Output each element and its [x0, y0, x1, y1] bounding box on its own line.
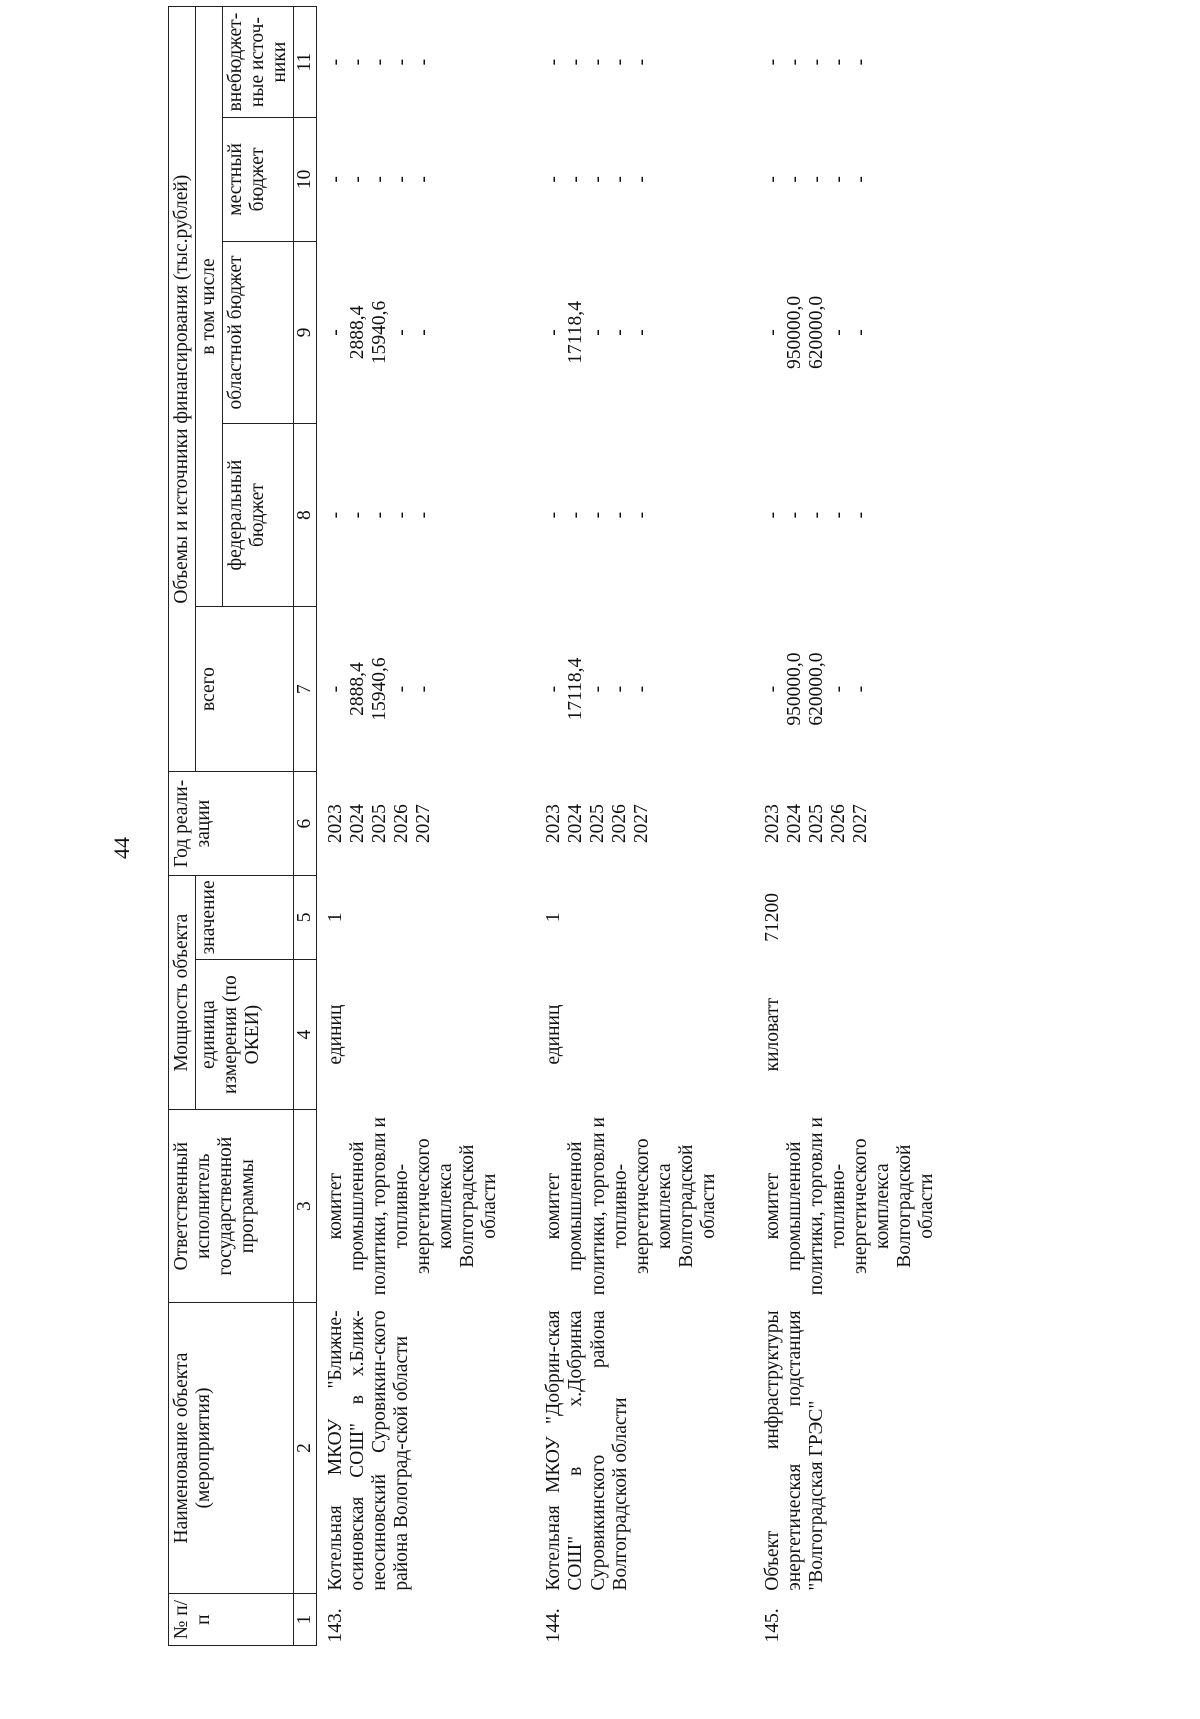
- local-amount: -: [325, 176, 347, 183]
- table-header: [169, 7, 317, 1646]
- col-number: 1: [294, 1594, 317, 1646]
- federal-amount: -: [609, 511, 631, 519]
- capacity-value: 1: [543, 912, 565, 923]
- total-amount: -: [631, 685, 653, 693]
- federal-amount: -: [783, 511, 805, 519]
- external-amount: -: [849, 58, 871, 66]
- year: 2027: [631, 804, 653, 844]
- regional-list: [543, 244, 653, 421]
- total-amount: -: [413, 685, 435, 693]
- local-amount: -: [849, 176, 871, 183]
- year: 2025: [587, 804, 609, 844]
- total-amount: 950000,0: [783, 652, 805, 726]
- total-list: [543, 609, 653, 768]
- year: 2023: [325, 804, 347, 844]
- federal-list: [543, 427, 653, 604]
- total-amount: -: [325, 685, 347, 693]
- table-row: [754, 7, 972, 1646]
- total-amount: 15940,6: [369, 657, 391, 721]
- header-year: Год реали-зации: [169, 772, 294, 876]
- regional-amount: 17118,4: [565, 301, 587, 364]
- rotated-table-wrapper: [168, 6, 1200, 1646]
- regional-amount: -: [325, 329, 347, 336]
- col-number: 4: [294, 959, 317, 1110]
- external-amount: -: [761, 58, 783, 66]
- regional-list: [325, 244, 435, 421]
- total-amount: 17118,4: [565, 657, 587, 721]
- federal-amount: -: [369, 511, 391, 519]
- page-number: 44: [109, 837, 134, 859]
- federal-amount: -: [391, 511, 413, 519]
- regional-amount: 2888,4: [347, 305, 369, 360]
- row-number: 143.: [325, 1608, 347, 1643]
- external-amount: -: [413, 58, 435, 66]
- year: 2024: [347, 804, 369, 844]
- external-amount: -: [587, 58, 609, 66]
- regional-amount: -: [609, 329, 631, 336]
- total-list: [325, 609, 435, 768]
- regional-amount: 620000,0: [805, 295, 827, 370]
- federal-amount: -: [413, 511, 435, 519]
- col-number: 10: [294, 118, 317, 241]
- year: 2026: [391, 804, 413, 844]
- object-name: Котельная МКОУ "Добрин-ская СОШ" в х.Добринка Суровикинского района Волгоградской области: [543, 1310, 631, 1591]
- col-number: 9: [294, 241, 317, 424]
- header-executor: Ответственный исполнитель государственной программы: [169, 1110, 294, 1303]
- column-number-row: [294, 7, 317, 1646]
- capacity-value: 71200: [761, 893, 783, 942]
- investment-table: [168, 6, 972, 1646]
- federal-amount: -: [325, 511, 347, 519]
- total-amount: -: [587, 685, 609, 693]
- external-amount: -: [827, 58, 849, 66]
- local-amount: -: [761, 176, 783, 183]
- regional-list: [762, 244, 872, 421]
- total-amount: 2888,4: [347, 662, 369, 716]
- regional-amount: -: [849, 329, 871, 336]
- local-list: [762, 121, 872, 238]
- local-amount: -: [391, 176, 413, 183]
- header-funding: Объемы и источники финансирования (тыс.рублей): [169, 7, 196, 772]
- header-unit: единица измерения (по ОКЕИ): [196, 959, 294, 1110]
- local-amount: -: [783, 176, 805, 183]
- federal-amount: -: [543, 511, 565, 519]
- regional-amount: -: [543, 329, 565, 336]
- total-amount: -: [827, 685, 849, 693]
- external-amount: -: [369, 58, 391, 66]
- local-amount: -: [609, 176, 631, 183]
- federal-amount: -: [805, 511, 827, 519]
- regional-amount: -: [631, 329, 653, 336]
- external-amount: -: [631, 58, 653, 66]
- regional-amount: -: [827, 329, 849, 336]
- external-list: [325, 10, 435, 115]
- col-number: 8: [294, 424, 317, 607]
- capacity-value: 1: [325, 912, 347, 923]
- federal-amount: -: [565, 511, 587, 519]
- federal-list: [325, 427, 435, 604]
- regional-amount: -: [391, 329, 413, 336]
- header-name: Наименование объекта (мероприятия): [169, 1302, 294, 1593]
- regional-amount: -: [761, 329, 783, 336]
- table-body: [317, 7, 972, 1646]
- total-amount: -: [391, 685, 413, 693]
- header-local: местный бюджет: [223, 118, 294, 241]
- local-amount: -: [543, 176, 565, 183]
- local-amount: -: [413, 176, 435, 183]
- row-number: 145.: [761, 1608, 783, 1643]
- year: 2025: [369, 804, 391, 844]
- executor: комитет промышленной политики, торговли и топливно-энергетического комплекса Волгоградской области: [543, 1117, 719, 1296]
- federal-amount: -: [631, 511, 653, 519]
- header-external: внебюджет-ные источ-ники: [223, 7, 294, 118]
- year: 2024: [565, 804, 587, 844]
- year: 2023: [761, 804, 783, 844]
- local-list: [325, 121, 435, 238]
- total-amount: -: [609, 685, 631, 693]
- col-number: 2: [294, 1302, 317, 1593]
- header-federal: федеральный бюджет: [223, 424, 294, 607]
- federal-amount: -: [827, 511, 849, 519]
- col-number: 11: [294, 7, 317, 118]
- year: 2023: [543, 804, 565, 844]
- year: 2024: [783, 804, 805, 844]
- external-amount: -: [565, 58, 587, 66]
- year: 2027: [849, 804, 871, 844]
- external-list: [543, 10, 653, 115]
- year: 2026: [827, 804, 849, 844]
- header-num: № п/п: [169, 1594, 294, 1646]
- federal-amount: -: [347, 511, 369, 519]
- local-amount: -: [565, 176, 587, 183]
- col-number: 6: [294, 772, 317, 876]
- external-amount: -: [347, 58, 369, 66]
- header-regional: областной бюджет: [223, 241, 294, 424]
- executor: комитет промышленной политики, торговли и топливно-энергетического комплекса Волгоградской области: [325, 1117, 501, 1296]
- regional-amount: -: [413, 329, 435, 336]
- external-amount: -: [543, 58, 565, 66]
- federal-amount: -: [849, 511, 871, 519]
- local-amount: -: [369, 176, 391, 183]
- local-list: [543, 121, 653, 238]
- unit: единиц: [543, 1004, 565, 1065]
- total-amount: -: [543, 685, 565, 693]
- total-amount: -: [849, 685, 871, 693]
- header-value: значение: [196, 875, 294, 959]
- external-amount: -: [609, 58, 631, 66]
- header-total: всего: [196, 606, 294, 771]
- executor: комитет промышленной политики, торговли и топливно-энергетического комплекса Волгоградской области: [761, 1117, 937, 1296]
- external-amount: -: [783, 58, 805, 66]
- object-name: Котельная МКОУ "Ближне-осиновская СОШ" в х.Ближ-неосиновский Суровикин-ского района Волоград-ской области: [325, 1310, 413, 1591]
- federal-amount: -: [761, 511, 783, 519]
- external-list: [762, 10, 872, 115]
- table-row: [317, 7, 536, 1646]
- total-list: [762, 609, 872, 768]
- year: 2026: [609, 804, 631, 844]
- total-amount: 620000,0: [805, 652, 827, 726]
- year: 2027: [413, 804, 435, 844]
- header-capacity: Мощность объекта: [169, 875, 196, 1109]
- col-number: 7: [294, 606, 317, 771]
- col-number: 3: [294, 1110, 317, 1303]
- years-list: [325, 775, 435, 873]
- regional-amount: 15940,6: [369, 300, 391, 365]
- table-row: [535, 7, 753, 1646]
- local-amount: -: [587, 176, 609, 183]
- col-number: 5: [294, 875, 317, 959]
- external-amount: -: [391, 58, 413, 66]
- year: 2025: [805, 804, 827, 844]
- external-amount: -: [325, 58, 347, 66]
- federal-amount: -: [587, 511, 609, 519]
- regional-amount: -: [587, 329, 609, 336]
- unit: единиц: [325, 1004, 347, 1065]
- total-amount: -: [761, 685, 783, 693]
- external-amount: -: [805, 58, 827, 66]
- local-amount: -: [805, 176, 827, 183]
- object-name: Объект инфраструктуры энергетическая подстанция "Волгоградская ГРЭС": [761, 1310, 827, 1591]
- years-list: [543, 775, 653, 873]
- header-including: в том числе: [196, 7, 223, 607]
- local-amount: -: [347, 176, 369, 183]
- local-amount: -: [631, 176, 653, 183]
- local-amount: -: [827, 176, 849, 183]
- unit: киловатт: [761, 997, 783, 1072]
- years-list: [762, 775, 872, 873]
- regional-amount: 950000,0: [783, 295, 805, 370]
- row-number: 144.: [543, 1608, 565, 1643]
- federal-list: [762, 427, 872, 604]
